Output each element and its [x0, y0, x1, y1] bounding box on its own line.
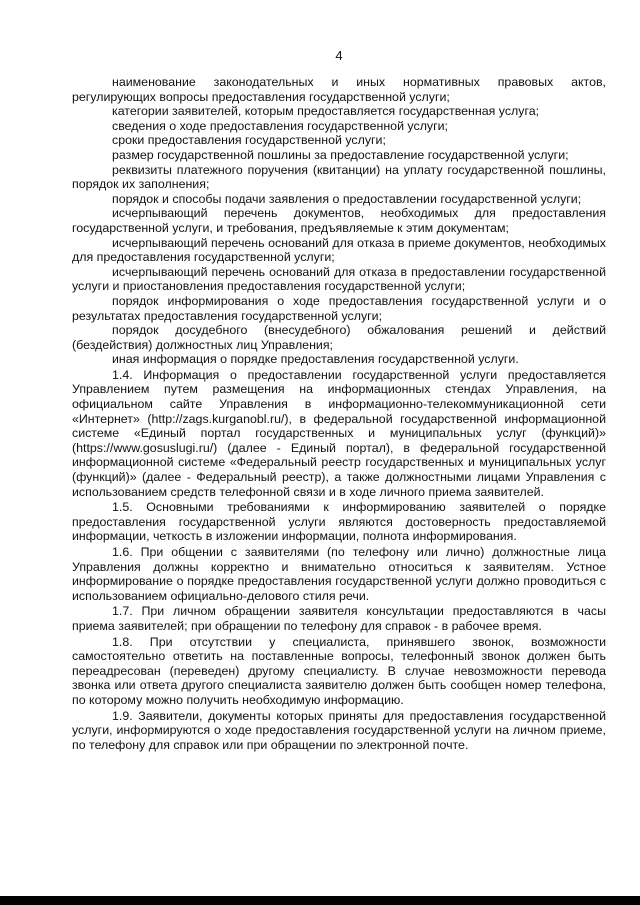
paragraph: порядок досудебного (внесудебного) обжалования решений и действий (бездействия) должностных лиц Управления; [72, 323, 606, 352]
paragraph: реквизиты платежного поручения (квитанции) на уплату государственной пошлины, порядок их заполнения; [72, 162, 606, 192]
paragraph: исчерпывающий перечень документов, необходимых для предоставления государственной услуги, и требования, предъявляемые к этим документам; [72, 206, 606, 235]
paragraph: сроки предоставления государственной услуги; [112, 133, 386, 148]
page-number: 4 [335, 48, 343, 63]
paragraph: порядок информирования о ходе предоставления государственной услуги и о результатах предоставления государственной услуги; [72, 293, 606, 323]
section-1-7: 1.7. При личном обращении заявителя консультации предоставляются в часы приема заявителей; при обращении по телефону для справок - в рабочее время. [72, 604, 606, 633]
section-1-9: 1.9. Заявители, документы которых приняты для предоставления государственной услуги, информируются о ходе предоставления государственной услуги на личном приеме, по телефону для справок или при обращении по электронной почте. [72, 708, 606, 752]
paragraph: иная информация о порядке предоставления государственной услуги. [112, 352, 519, 367]
paragraph: размер государственной пошлины за предоставление государственной услуги; [112, 147, 569, 162]
document-page [72, 48, 606, 752]
section-1-6: 1.6. При общении с заявителями (по телефону или лично) должностные лица Управления должны корректно и внимательно относиться к заявителям. Устное информирование о порядке предоставления государственной услуги должно проводиться с использованием официально-делового стиля речи. [72, 545, 606, 603]
section-1-4: 1.4. Информация о предоставлении государственной услуги предоставляется Управлением путем размещения на информационных стендах Управления, на официальном сайте Управления в информационно-телекоммуникационной сети «Интернет» (http://zags.kurganobl.ru/), в федеральной государственной информационной системе «Единый портал государственных и муниципальных услуг (функций)» (https://www.gosuslugi.ru/) (далее - Единый портал), в федеральной государственной информационной системе «Федеральный реестр государственных и муниципальных услуг (функций)» (далее - Федеральный реестр), а также должностными лицами Управления с использованием средств телефонной связи и в ходе личного приема заявителей. [72, 367, 606, 499]
scan-border [0, 896, 640, 905]
paragraph: категории заявителей, которым предоставляется государственная услуга; [112, 104, 540, 119]
paragraph: порядок и способы подачи заявления о предоставлении государственной услуги; [112, 191, 582, 206]
paragraph: исчерпывающий перечень оснований для отказа в предоставлении государственной услуги и приостановления предоставления государственной услуги; [72, 264, 606, 294]
paragraph: исчерпывающий перечень оснований для отказа в приеме документов, необходимых для предоставления государственной услуги; [72, 235, 606, 265]
document-body [72, 75, 606, 752]
section-1-5: 1.5. Основными требованиями к информированию заявителей о порядке предоставления государственной услуги являются достоверность предоставляемой информации, четкость в изложении информации, полнота информирования. [72, 500, 606, 544]
section-1-8: 1.8. При отсутствии у специалиста, принявшего звонок, возможности самостоятельно ответить на поставленные вопросы, телефонный звонок должен быть переадресован (переведен) другому специалисту. В случае невозможности перевода звонка или ответа другого специалиста заявителю должен быть сообщен номер телефона, по которому можно получить необходимую информацию. [72, 634, 606, 707]
paragraph: наименование законодательных и иных нормативных правовых актов, регулирующих вопросы предоставления государственной услуги; [72, 75, 606, 104]
paragraph: сведения о ходе предоставления государственной услуги; [112, 118, 448, 133]
